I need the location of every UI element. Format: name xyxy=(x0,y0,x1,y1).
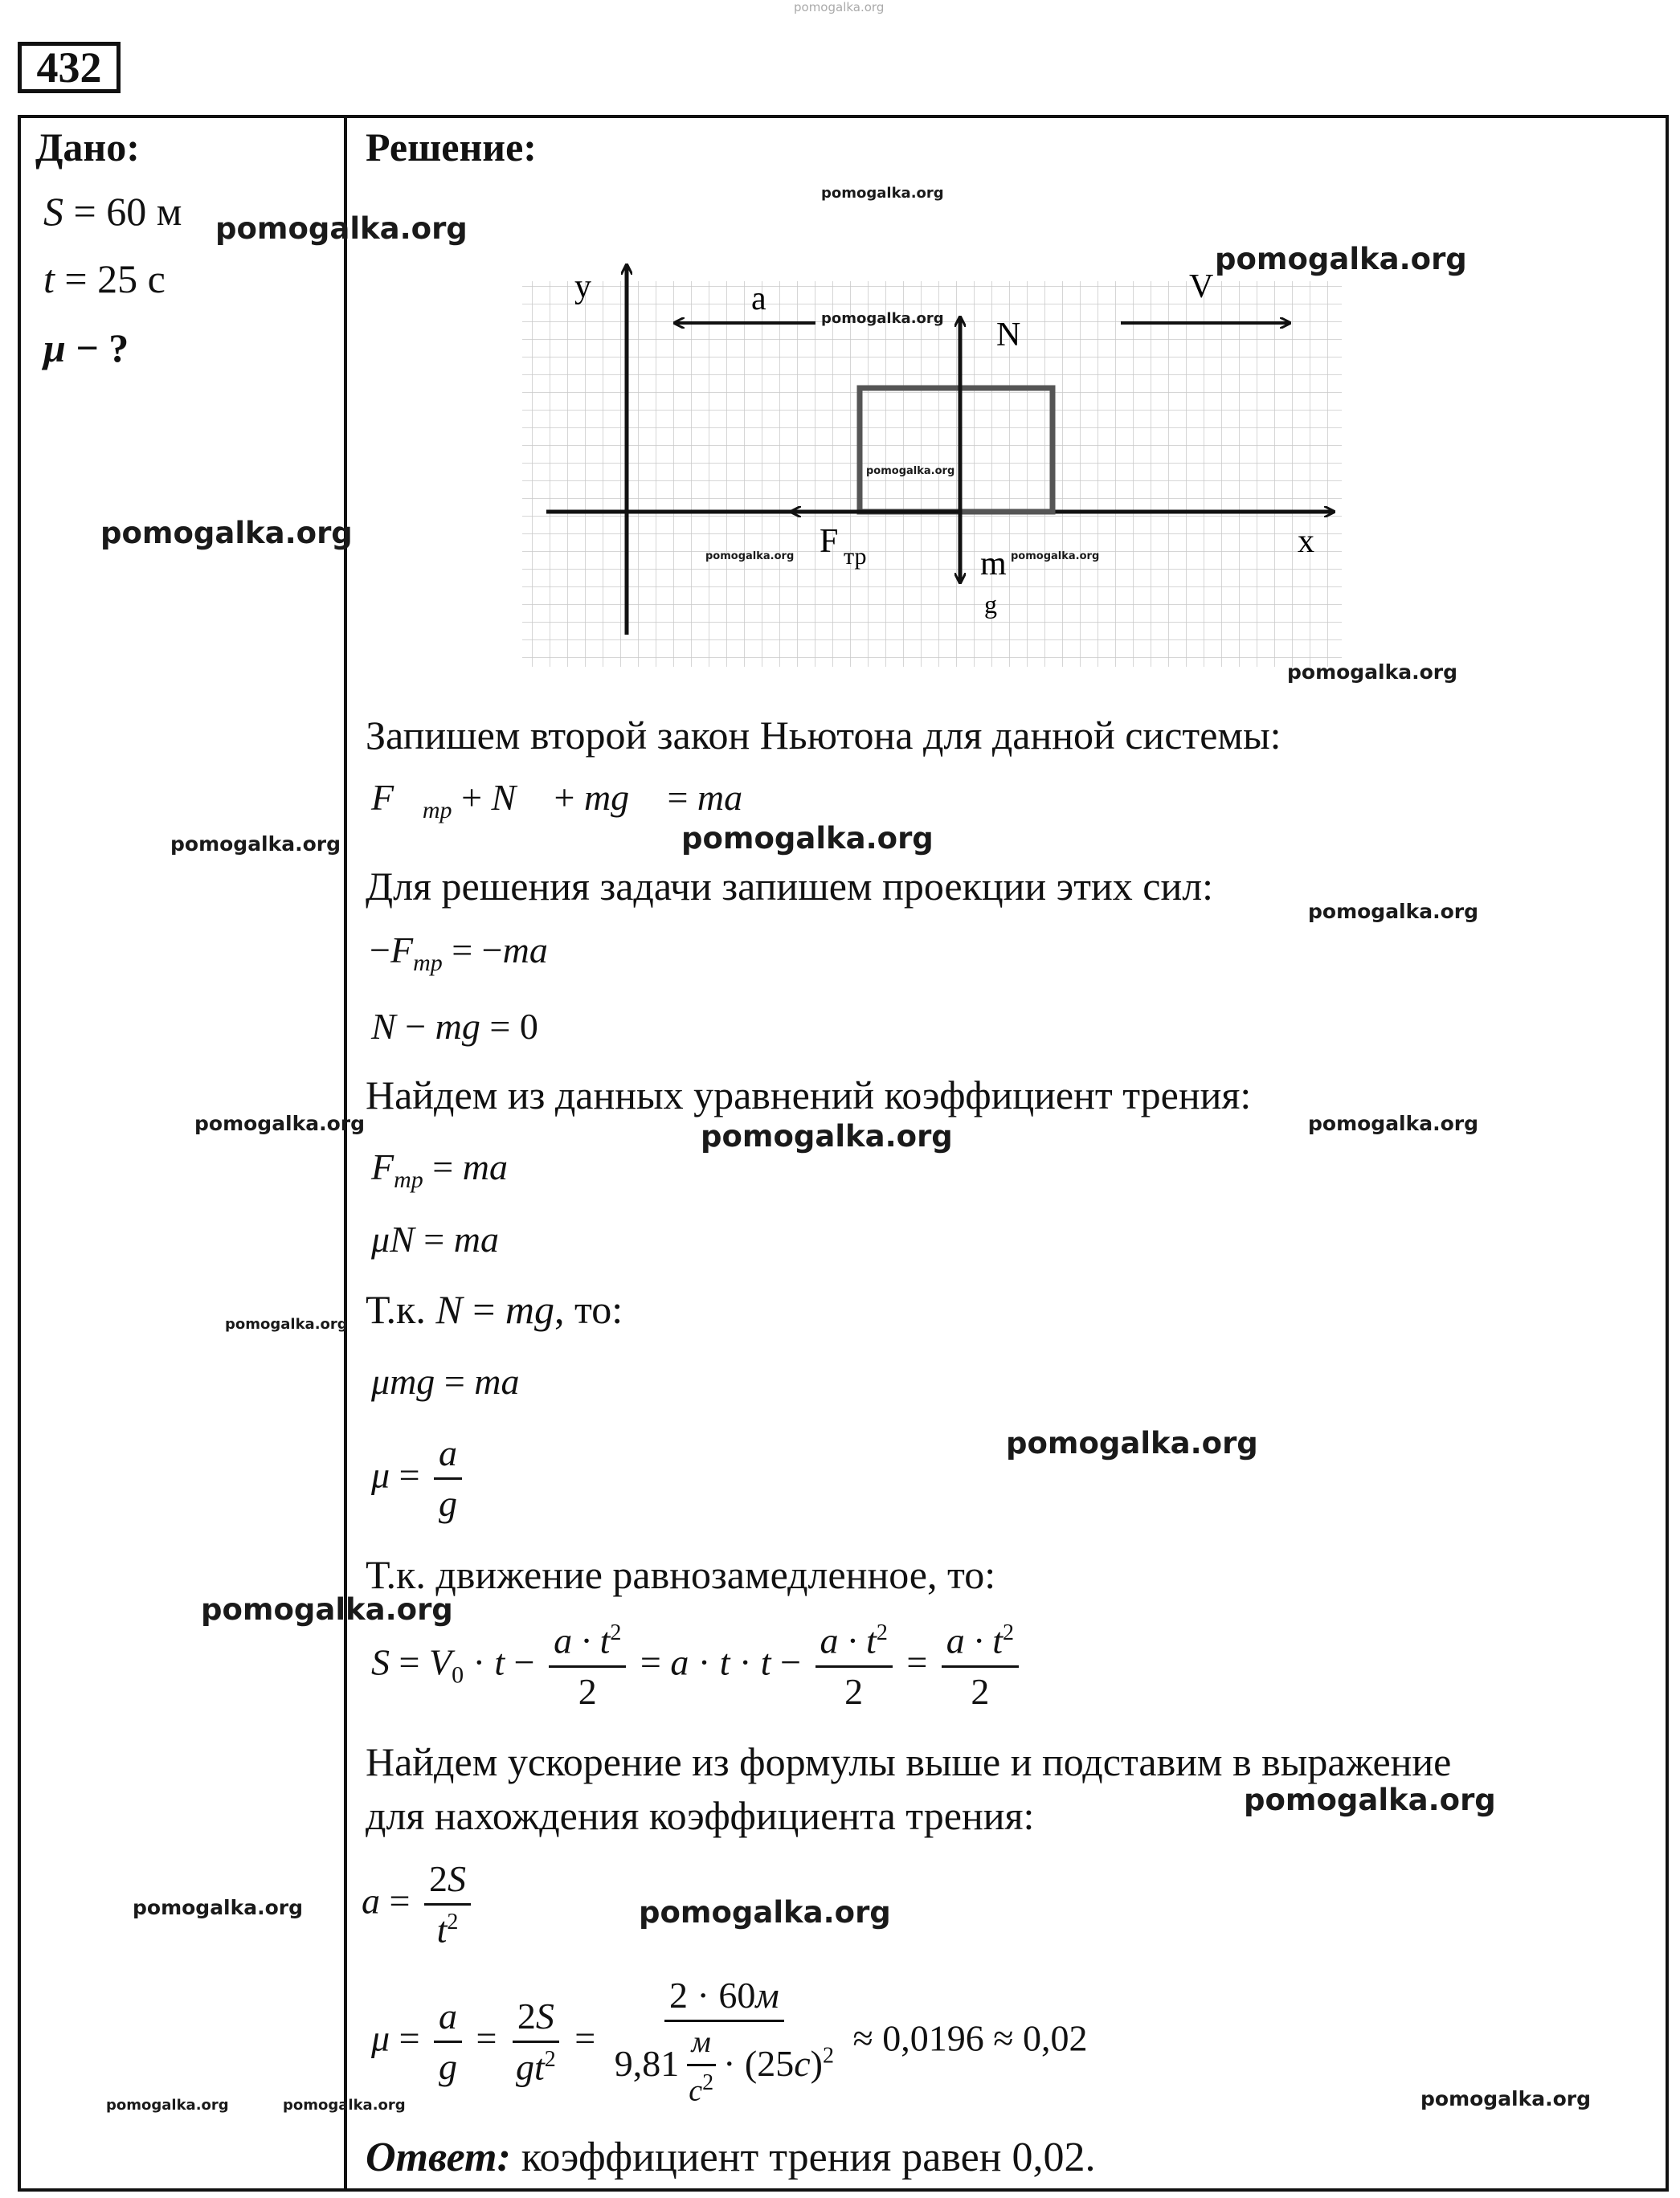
watermark: pomogalka.org xyxy=(194,1112,366,1135)
equation-distance: $S = V_0 \cdot t$ − $\frac{a \cdot t^2}{2}$ = a · t · t − $\frac{a \cdot t^2}{2}$ = $\frac{a \cdot t^2}{2}$ xyxy=(371,1621,1024,1711)
watermark: pomogalka.org xyxy=(1287,660,1458,684)
watermark: pomogalka.org xyxy=(225,1316,348,1333)
given-title: Дано: xyxy=(35,125,140,170)
watermark: pomogalka.org xyxy=(1244,1783,1496,1817)
text-since-n: Т.к. N = mg, то: xyxy=(366,1287,623,1332)
equation-friction: $F_{тр}$ = ma xyxy=(371,1146,508,1194)
watermark: pomogalka.org xyxy=(1006,1426,1258,1461)
given-time: t = 25 с xyxy=(43,256,166,301)
answer: Ответ: коэффициент трения равен 0,02. xyxy=(366,2135,1096,2180)
equation-mu-ratio: μ = $\frac{a}{g}$ xyxy=(371,1434,467,1524)
equation-vector: $F⃗_{тр}$ + N⃗ + mg⃗ = ma⃗ xyxy=(371,777,771,824)
text-newton-law: Запишем второй закон Ньютона для данной системы: xyxy=(366,713,1281,758)
equation-x-projection: $-F_{тр} = -ma$ xyxy=(370,929,548,977)
watermark: pomogalka.org xyxy=(283,2097,406,2114)
text-find-accel-1: Найдем ускорение из формулы выше и подставим в выражение xyxy=(366,1739,1452,1784)
watermark: pomogalka.org xyxy=(821,185,944,202)
velocity-label: V xyxy=(1189,268,1214,305)
watermark-top: pomogalka.org xyxy=(794,0,885,14)
equation-y-projection: N − mg = 0 xyxy=(371,1006,538,1047)
x-axis-label: x xyxy=(1298,523,1314,560)
friction-subscript: тр xyxy=(844,543,867,570)
solution-title: Решение: xyxy=(366,125,537,170)
watermark: pomogalka.org xyxy=(701,1119,953,1154)
equation-acceleration: a = $\frac{2S}{t^2}$ xyxy=(362,1860,476,1950)
watermark: pomogalka.org xyxy=(639,1895,891,1930)
given-distance: S = 60 м xyxy=(43,189,182,234)
text-find-mu: Найдем из данных уравнений коэффициент трения: xyxy=(366,1072,1252,1117)
normal-force-label: N xyxy=(996,317,1021,353)
watermark: pomogalka.org xyxy=(1215,242,1467,276)
equation-mu-n: μN = ma xyxy=(371,1219,499,1260)
watermark: pomogalka.org xyxy=(1308,900,1479,923)
friction-label: F xyxy=(820,523,839,560)
watermark: pomogalka.org xyxy=(215,211,468,246)
equation-final-mu: μ = $\frac{a}{g}$ = $\frac{2S}{gt^2}$ = 2 · 60м 9,81 $\frac{м}{c^2}$ · $(25c)^2$ ≈ 0,0196 ≈ 0,02 xyxy=(371,1975,1088,2108)
y-axis-label: y xyxy=(574,268,591,305)
watermark: pomogalka.org xyxy=(106,2097,229,2114)
watermark: pomogalka.org xyxy=(681,821,934,856)
watermark: pomogalka.org xyxy=(100,516,353,550)
watermark: pomogalka.org xyxy=(1308,1112,1479,1135)
force-diagram xyxy=(514,233,1350,683)
watermark: pomogalka.org xyxy=(133,1896,304,1919)
watermark: pomogalka.org xyxy=(1420,2087,1592,2110)
watermark: pomogalka.org xyxy=(201,1592,453,1627)
problem-number: 432 xyxy=(18,42,121,93)
text-projections: Для решения задачи запишем проекции этих сил: xyxy=(366,864,1214,909)
watermark: pomogalka.org xyxy=(170,832,341,856)
column-divider xyxy=(344,115,347,2192)
text-uniform-decel: Т.к. движение равнозамедленное, то: xyxy=(366,1552,996,1597)
watermark: pomogalka.org xyxy=(866,465,955,477)
watermark: pomogalka.org xyxy=(705,550,795,562)
watermark: pomogalka.org xyxy=(1011,550,1100,562)
given-unknown: μ − ? xyxy=(43,325,129,370)
watermark: pomogalka.org xyxy=(821,310,944,327)
text-find-accel-2: для нахождения коэффициента трения: xyxy=(366,1793,1035,1838)
mass-label: m xyxy=(980,545,1007,582)
acceleration-label: a xyxy=(751,280,766,317)
equation-mu-mg: μmg = ma xyxy=(371,1361,520,1402)
gravity-label: g xyxy=(984,590,997,619)
